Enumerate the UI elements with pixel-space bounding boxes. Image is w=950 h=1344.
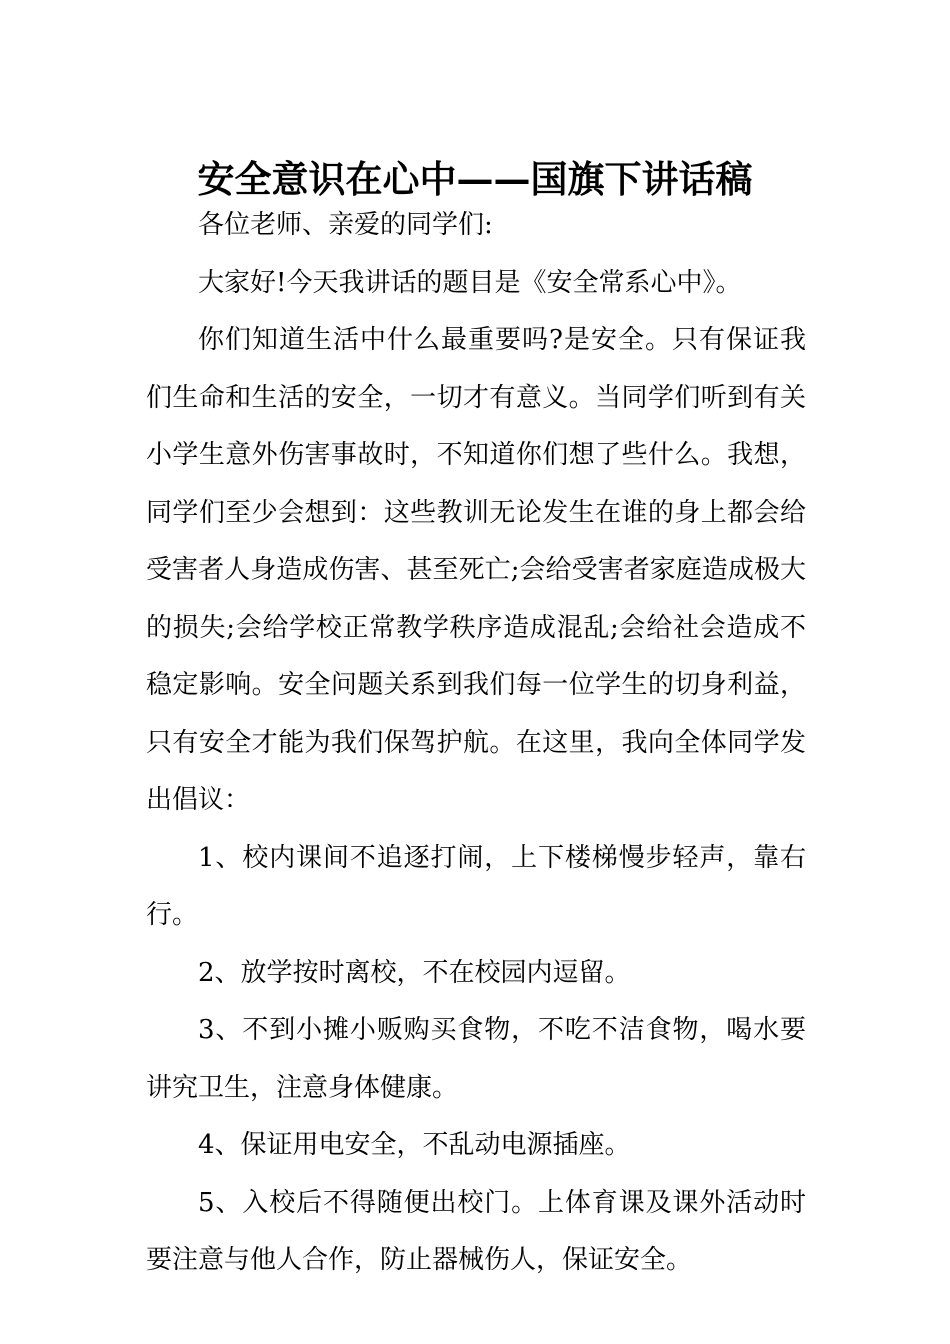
paragraph-item-2: 2、放学按时离校，不在校园内逗留。 [198,957,631,988]
paragraph-intro: 大家好!今天我讲话的题目是《安全常系心中》。 [198,267,742,298]
document-body [146,197,806,1290]
paragraph-item-4: 4、保证用电安全，不乱动电源插座。 [198,1130,631,1160]
paragraph-item-5: 5、入校后不得随便出校门。上体育课及课外活动时要注意与他人合作，防止器械伤人，保证安全。 [146,1187,806,1275]
paragraph-main: 你们知道生活中什么最重要吗?是安全。只有保证我们生命和生活的安全，一切才有意义。当同学们听到有关小学生意外伤害事故时，不知道你们想了些什么。我想，同学们至少会想到：这些教训无论发生在谁的身上都会给受害者人身造成伤害、甚至死亡;会给受害者家庭造成极大的损失;会给学校正常教学秩序造成混乱;会给社会造成不稳定影响。安全问题关系到我们每一位学生的切身利益，只有安全才能为我们保驾护航。在这里，我向全体同学发出倡议： [146,325,806,815]
paragraph-greeting: 各位老师、亲爱的同学们: [198,210,493,240]
page-title: 安全意识在心中——国旗下讲话稿 [197,156,753,201]
paragraph-item-1: 1、校内课间不追逐打闹，上下楼梯慢步轻声，靠右行。 [146,842,806,930]
paragraph-item-3: 3、不到小摊小贩购买食物，不吃不洁食物，喝水要讲究卫生，注意身体健康。 [146,1015,806,1103]
